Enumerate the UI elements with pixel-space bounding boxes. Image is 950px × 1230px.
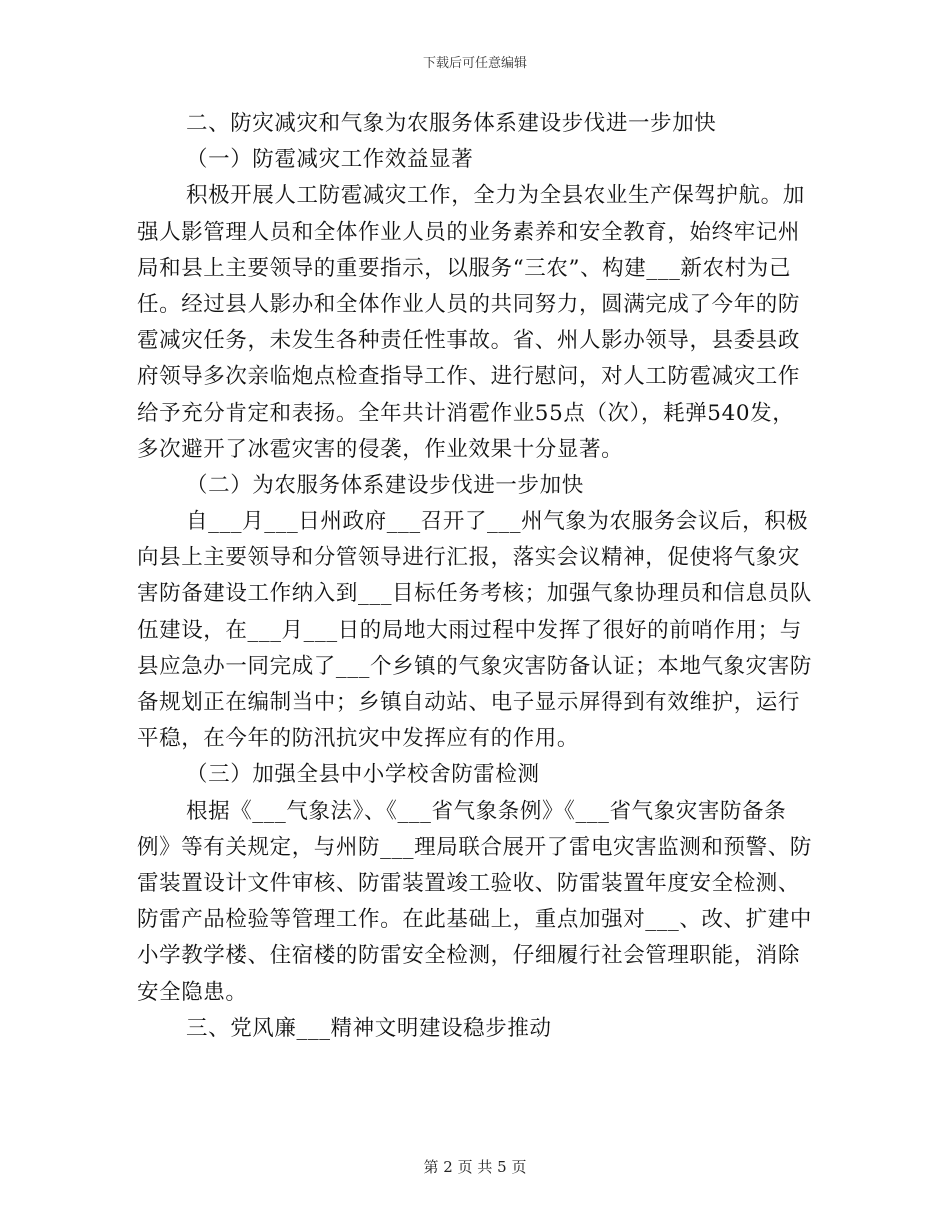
- section-subheading: （一）防雹减灾工作效益显著: [186, 147, 474, 173]
- section-subheading: （三）加强全县中小学校舍防雷检测: [186, 762, 540, 788]
- body-text-line: 根据《___气象法》、《___省气象条例》《___省气象灾害防备条: [186, 798, 787, 824]
- document-body: [137, 106, 813, 1047]
- body-text-line: 例》等有关规定，与州防___理局联合展开了雷电灾害监测和预警、防: [137, 834, 812, 860]
- body-text-line: 府领导多次亲临炮点检查指导工作、进行慰问，对人工防雹减灾工作: [137, 364, 801, 390]
- body-text-line: 县应急办一同完成了___个乡镇的气象灾害防备认证；本地气象灾害防: [137, 653, 812, 679]
- body-text-line: 给予充分肯定和表扬。全年共计消雹作业55点（次），耗弹540发，: [137, 400, 795, 426]
- body-text-line: 局和县上主要领导的重要指示，以服务“三农”、构建___新农村为己: [137, 255, 791, 281]
- body-text-line: 小学教学楼、住宿楼的防雷安全检测，仔细履行社会管理职能，消除: [137, 943, 801, 969]
- section-subheading: （二）为农服务体系建设步伐进一步加快: [186, 472, 584, 498]
- body-text-line: 二、防灾减灾和气象为农服务体系建设步伐进一步加快: [186, 111, 717, 136]
- body-text-line: 雷装置设计文件审核、防雷装置竣工验收、防雷装置年度安全检测、: [137, 870, 801, 896]
- body-text-line: 多次避开了冰雹灾害的侵袭，作业效果十分显著。: [137, 436, 624, 462]
- body-text-line: 雹减灾任务，未发生各种责任性事故。省、州人影办领导，县委县政: [137, 328, 801, 354]
- body-text-line: 积极开展人工防雹减灾工作，全力为全县农业生产保驾护航。加: [186, 183, 805, 209]
- body-text-line: 平稳，在今年的防汛抗灾中发挥应有的作用。: [137, 726, 580, 752]
- body-text-line: 自___月___日州政府___召开了___州气象为农服务会议后，积极: [186, 509, 809, 535]
- body-text-line: 备规划正在编制当中；乡镇自动站、电子显示屏得到有效维护，运行: [137, 690, 801, 715]
- page-footer: 第 2 页 共 5 页: [423, 1158, 527, 1176]
- body-text-line: 安全隐患。: [137, 979, 248, 1005]
- body-text-line: 向县上主要领导和分管领导进行汇报，落实会议精神，促使将气象灾: [137, 545, 801, 571]
- body-text-line: 三、党风廉___精神文明建设稳步推动: [186, 1015, 552, 1041]
- body-text-line: 害防备建设工作纳入到___目标任务考核；加强气象协理员和信息员队: [137, 581, 812, 607]
- body-text-line: 防雷产品检验等管理工作。在此基础上，重点加强对___、改、扩建中: [137, 907, 812, 933]
- page-header-note: 下载后可任意编辑: [422, 56, 527, 71]
- body-text-line: 伍建设，在___月___日的局地大雨过程中发挥了很好的前哨作用；与: [137, 617, 802, 643]
- body-text-line: 强人影管理人员和全体作业人员的业务素养和安全教育，始终牢记州: [137, 219, 801, 245]
- body-text-line: 任。经过县人影办和全体作业人员的共同努力，圆满完成了今年的防: [137, 291, 801, 317]
